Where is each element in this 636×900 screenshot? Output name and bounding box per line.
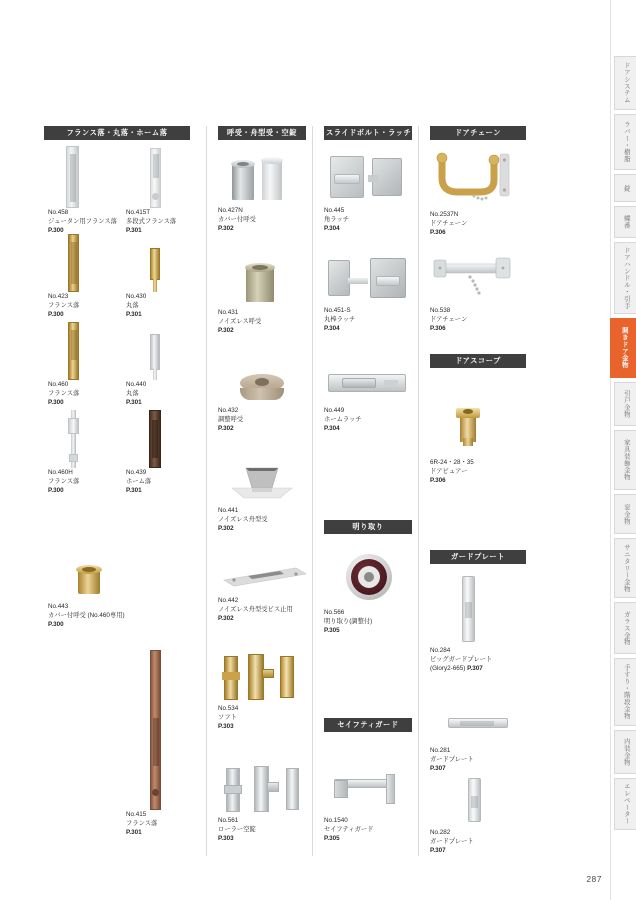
rail-tab-label: ラバー・樹脂 bbox=[622, 121, 630, 163]
section-block-akaritori bbox=[324, 520, 412, 534]
product-caption-451S bbox=[324, 306, 412, 333]
product-image-415 bbox=[126, 646, 196, 810]
page-number: 287 bbox=[586, 874, 602, 884]
product-name: ノイズレス呼受 bbox=[218, 318, 262, 326]
product-page-ref[interactable]: P.303 bbox=[218, 835, 234, 843]
product-image-442 bbox=[218, 550, 314, 596]
section-heading-slide-bolt: スライドボルト・ラッチ bbox=[324, 126, 412, 140]
product-name: ソフト bbox=[218, 714, 237, 722]
rail-tab-swing-door-hardware[interactable] bbox=[610, 318, 636, 378]
product-image-460H bbox=[48, 406, 114, 468]
product-name: 調整呼受 bbox=[218, 416, 244, 424]
product-code: No.449 bbox=[324, 407, 345, 414]
product-image-440 bbox=[126, 318, 196, 380]
rail-tab-handrail[interactable] bbox=[614, 658, 636, 726]
rail-tab-door-system[interactable] bbox=[614, 56, 636, 110]
rail-tab-label: 手すり・階段金物 bbox=[622, 664, 630, 720]
product-item-449[interactable] bbox=[324, 348, 412, 433]
product-image-449 bbox=[324, 348, 412, 406]
product-name: フランス落 bbox=[48, 478, 80, 486]
product-name: ガードプレート bbox=[430, 838, 474, 846]
product-name: フランス落 bbox=[48, 302, 80, 310]
product-code: No.445 bbox=[324, 207, 345, 214]
rail-tab-furniture[interactable] bbox=[614, 430, 636, 490]
product-page-ref[interactable]: P.305 bbox=[324, 627, 340, 635]
column-france-otoshi bbox=[44, 126, 202, 856]
product-page-ref[interactable]: P.306 bbox=[430, 229, 446, 237]
product-name-alt: (Glory2-665) bbox=[430, 665, 466, 673]
product-code: No.2537N bbox=[430, 211, 459, 218]
product-item-443[interactable] bbox=[48, 552, 138, 629]
door-chain-bar-icon bbox=[430, 244, 526, 306]
product-image-431 bbox=[218, 246, 306, 308]
product-code: No.440 bbox=[126, 381, 147, 388]
product-page-ref[interactable]: P.306 bbox=[430, 477, 446, 485]
rail-tab-sanitary[interactable] bbox=[614, 538, 636, 598]
product-item-441[interactable] bbox=[218, 448, 306, 533]
product-caption-431 bbox=[218, 308, 306, 335]
product-image-460 bbox=[48, 318, 114, 380]
product-page-ref[interactable]: P.301 bbox=[126, 829, 142, 837]
rail-tab-rubber-resin[interactable] bbox=[614, 114, 636, 170]
product-item-415[interactable] bbox=[126, 646, 196, 837]
product-code: No.281 bbox=[430, 747, 451, 754]
product-image-534 bbox=[218, 638, 314, 704]
section-heading-door-chain: ドアチェーン bbox=[430, 126, 526, 140]
product-name: ドアチェーン bbox=[430, 316, 468, 324]
product-page-ref[interactable]: P.300 bbox=[48, 487, 64, 495]
product-name: カバー付呼受 bbox=[218, 216, 256, 224]
funnel-recess-icon bbox=[218, 448, 306, 506]
product-item-566[interactable] bbox=[324, 544, 412, 635]
section-heading-door-scope: ドアスコープ bbox=[430, 354, 526, 368]
product-caption-534 bbox=[218, 704, 314, 731]
product-image-561 bbox=[218, 754, 314, 816]
product-caption-460 bbox=[48, 380, 114, 407]
product-code: No.282 bbox=[430, 829, 451, 836]
product-code: No.432 bbox=[218, 407, 239, 414]
column-door-chain bbox=[430, 126, 526, 856]
product-item-430[interactable] bbox=[126, 230, 196, 319]
rail-tab-door-handle[interactable] bbox=[614, 242, 636, 314]
product-item-442[interactable] bbox=[218, 550, 314, 623]
product-caption-439 bbox=[126, 468, 196, 495]
product-code: No.284 bbox=[430, 647, 451, 654]
product-page-ref[interactable]: P.304 bbox=[324, 425, 340, 433]
product-item-423[interactable] bbox=[48, 230, 114, 319]
product-caption-443 bbox=[48, 602, 138, 629]
product-page-ref[interactable]: P.301 bbox=[126, 227, 142, 235]
product-page-ref[interactable]: P.307 bbox=[430, 765, 446, 773]
product-name: ビッグガードプレート bbox=[430, 656, 493, 664]
column-uke bbox=[218, 126, 306, 856]
product-code: No.1540 bbox=[324, 817, 348, 824]
product-code: No.415T bbox=[126, 209, 151, 216]
product-page-ref[interactable]: P.303 bbox=[218, 723, 234, 731]
section-heading-safety-guard: セイフティガード bbox=[324, 718, 412, 732]
product-image-423 bbox=[48, 230, 114, 292]
product-caption-449 bbox=[324, 406, 412, 433]
section-heading-akaritori: 明り取り bbox=[324, 520, 412, 534]
product-page-ref[interactable]: P.301 bbox=[126, 487, 142, 495]
product-item-460H[interactable] bbox=[48, 406, 114, 495]
product-page-ref[interactable]: P.302 bbox=[218, 225, 234, 233]
rail-tab-label: 家具装飾金物 bbox=[622, 439, 630, 481]
rail-tab-label: 開きドア金物 bbox=[620, 327, 628, 369]
product-caption-door-viewer bbox=[430, 458, 526, 485]
product-name: ノイズレス舟型受 bbox=[218, 516, 268, 524]
product-code: No.439 bbox=[126, 469, 147, 476]
product-code: No.538 bbox=[430, 307, 451, 314]
product-name: ジュータン用フランス落 bbox=[48, 218, 117, 226]
product-caption-561 bbox=[218, 816, 314, 843]
product-page-ref[interactable]: P.300 bbox=[48, 399, 64, 407]
product-image-441 bbox=[218, 448, 306, 506]
product-image-2537N bbox=[430, 144, 526, 210]
product-caption-445 bbox=[324, 206, 412, 233]
product-caption-442 bbox=[218, 596, 314, 623]
product-page-ref[interactable]: P.305 bbox=[324, 835, 340, 843]
product-item-439[interactable] bbox=[126, 406, 196, 495]
product-item-534[interactable] bbox=[218, 638, 314, 731]
product-item-282[interactable] bbox=[430, 776, 526, 855]
rail-tab-label: ドアハンドル・引手 bbox=[622, 246, 630, 310]
rail-tab-hinge[interactable] bbox=[614, 206, 636, 238]
product-code: No.442 bbox=[218, 597, 239, 604]
product-image-458 bbox=[48, 142, 114, 208]
product-image-284 bbox=[430, 574, 526, 646]
product-code: No.443 bbox=[48, 603, 69, 610]
section-block-guard-plate bbox=[430, 550, 526, 564]
product-name: フランス落 bbox=[126, 820, 158, 828]
product-caption-423 bbox=[48, 292, 114, 319]
rail-tab-sliding-door[interactable] bbox=[614, 382, 636, 426]
product-caption-440 bbox=[126, 380, 196, 407]
product-name: セイフティガード bbox=[324, 826, 374, 834]
product-caption-1540 bbox=[324, 816, 412, 843]
product-name: フランス落 bbox=[48, 390, 80, 398]
product-code: No.458 bbox=[48, 209, 69, 216]
product-caption-441 bbox=[218, 506, 306, 533]
product-name: 丸落 bbox=[126, 390, 139, 398]
side-tab-rail bbox=[610, 0, 636, 900]
rail-tab-label: エレベーター bbox=[622, 783, 630, 825]
product-page-ref[interactable]: P.302 bbox=[218, 525, 234, 533]
product-item-door-viewer[interactable] bbox=[430, 396, 526, 485]
product-code: No.441 bbox=[218, 507, 239, 514]
product-code: No.427N bbox=[218, 207, 243, 214]
product-caption-282 bbox=[430, 828, 526, 855]
rail-tab-label: 内装金物 bbox=[622, 738, 630, 766]
product-item-432[interactable] bbox=[218, 348, 306, 433]
column-divider bbox=[206, 126, 207, 856]
product-code: No.460 bbox=[48, 381, 69, 388]
rail-tab-glass[interactable] bbox=[614, 602, 636, 654]
product-name: 明り取り(調整付) bbox=[324, 618, 373, 626]
product-caption-427N bbox=[218, 206, 306, 233]
product-page-ref[interactable]: P.307 bbox=[430, 847, 446, 855]
product-image-451S bbox=[324, 244, 412, 306]
product-caption-284 bbox=[430, 646, 526, 673]
product-caption-432 bbox=[218, 406, 306, 433]
rail-tab-label: 窓金物 bbox=[622, 503, 630, 525]
product-code: No.431 bbox=[218, 309, 239, 316]
product-page-ref[interactable]: P.304 bbox=[324, 225, 340, 233]
product-name: ホームラッチ bbox=[324, 416, 362, 424]
section-heading-france-otoshi: フランス落・丸落・ホーム落 bbox=[44, 126, 190, 140]
product-item-561[interactable] bbox=[218, 754, 314, 843]
product-image-427N bbox=[218, 144, 306, 206]
product-item-451S[interactable] bbox=[324, 244, 412, 333]
rail-tab-window[interactable] bbox=[614, 494, 636, 534]
product-image-430 bbox=[126, 230, 196, 292]
product-code: No.561 bbox=[218, 817, 239, 824]
product-item-460[interactable] bbox=[48, 318, 114, 407]
rail-tab-label: 引戸金物 bbox=[622, 390, 630, 418]
rail-tab-label: ドアシステム bbox=[622, 62, 630, 104]
product-code: No.534 bbox=[218, 705, 239, 712]
product-caption-281 bbox=[430, 746, 526, 773]
product-item-284[interactable] bbox=[430, 574, 526, 673]
product-image-566 bbox=[324, 544, 412, 608]
product-name: ホーム落 bbox=[126, 478, 152, 486]
product-caption-430 bbox=[126, 292, 196, 319]
product-code: No.423 bbox=[48, 293, 69, 300]
product-name: ローラー空錠 bbox=[218, 826, 256, 834]
product-image-1540 bbox=[324, 744, 412, 816]
product-code: 6R-24・28・35 bbox=[430, 459, 474, 466]
product-name: ドアチェーン bbox=[430, 220, 468, 228]
product-image-281 bbox=[430, 698, 526, 746]
product-page-ref[interactable]: P.304 bbox=[324, 325, 340, 333]
product-item-2537N[interactable] bbox=[430, 144, 526, 237]
rail-tab-lock[interactable] bbox=[614, 174, 636, 202]
product-item-431[interactable] bbox=[218, 246, 306, 335]
product-item-415T[interactable] bbox=[126, 142, 196, 235]
product-page-ref[interactable]: P.300 bbox=[48, 311, 64, 319]
product-code: No.415 bbox=[126, 811, 147, 818]
product-page-ref[interactable]: P.302 bbox=[218, 615, 234, 623]
product-page-ref[interactable]: P.301 bbox=[126, 399, 142, 407]
product-item-458[interactable] bbox=[48, 142, 117, 235]
flat-funnel-plate-icon bbox=[218, 550, 314, 596]
door-chain-u-icon bbox=[430, 144, 526, 210]
product-name: 丸落 bbox=[126, 302, 139, 310]
product-item-1540[interactable] bbox=[324, 744, 412, 843]
product-code: No.460H bbox=[48, 469, 73, 476]
product-item-427N[interactable] bbox=[218, 144, 306, 233]
product-page-ref[interactable]: P.302 bbox=[218, 327, 234, 335]
rail-tab-elevator[interactable] bbox=[614, 778, 636, 830]
rail-tab-label: 蝶番 bbox=[622, 215, 630, 229]
section-block-door-scope bbox=[430, 354, 526, 368]
product-page-ref[interactable]: P.306 bbox=[430, 325, 446, 333]
product-code: No.566 bbox=[324, 609, 345, 616]
product-image-door-viewer bbox=[430, 396, 526, 458]
column-divider bbox=[312, 126, 313, 856]
product-item-440[interactable] bbox=[126, 318, 196, 407]
product-page-ref[interactable]: P.300 bbox=[48, 227, 64, 235]
product-name: 角ラッチ bbox=[324, 216, 350, 224]
product-code: No.451-S bbox=[324, 307, 351, 314]
rail-tab-interior[interactable] bbox=[614, 730, 636, 774]
section-heading-guard-plate: ガードプレート bbox=[430, 550, 526, 564]
section-block-safety-guard bbox=[324, 718, 412, 732]
product-caption-2537N bbox=[430, 210, 526, 237]
product-name: 丸棒ラッチ bbox=[324, 316, 356, 324]
rail-tab-label: ガラス金物 bbox=[622, 610, 630, 646]
product-code: No.430 bbox=[126, 293, 147, 300]
product-caption-460H bbox=[48, 468, 114, 495]
product-name: カバー付呼受 (No.460専用) bbox=[48, 612, 125, 620]
product-page-ref[interactable]: P.301 bbox=[126, 311, 142, 319]
product-image-443 bbox=[48, 552, 138, 602]
product-image-432 bbox=[218, 348, 306, 406]
product-page-ref[interactable]: P.300 bbox=[48, 621, 64, 629]
product-item-538[interactable] bbox=[430, 244, 526, 333]
product-image-439 bbox=[126, 406, 196, 468]
product-page-ref[interactable]: P.302 bbox=[218, 425, 234, 433]
product-image-538 bbox=[430, 244, 526, 306]
product-caption-538 bbox=[430, 306, 526, 333]
section-heading-uke: 呼受・舟型受・空錠 bbox=[218, 126, 306, 140]
product-name: 多段式フランス落 bbox=[126, 218, 177, 226]
product-caption-415 bbox=[126, 810, 196, 837]
product-page-ref[interactable]: P.307 bbox=[467, 665, 483, 673]
rail-tab-label: 錠 bbox=[622, 184, 630, 192]
product-caption-566 bbox=[324, 608, 412, 635]
product-item-445[interactable] bbox=[324, 144, 412, 233]
product-name: ノイズレス舟型受ビス止用 bbox=[218, 606, 293, 614]
product-name: ドアビュアー bbox=[430, 468, 468, 476]
product-item-281[interactable] bbox=[430, 698, 526, 773]
product-name: ガードプレート bbox=[430, 756, 474, 764]
product-image-445 bbox=[324, 144, 412, 206]
product-image-415T bbox=[126, 142, 196, 208]
column-divider bbox=[418, 126, 419, 856]
column-slide-bolt-latch bbox=[324, 126, 412, 856]
catalog-page-content bbox=[44, 126, 584, 856]
rail-tab-label: サニタリー金物 bbox=[622, 543, 630, 593]
product-image-282 bbox=[430, 776, 526, 828]
